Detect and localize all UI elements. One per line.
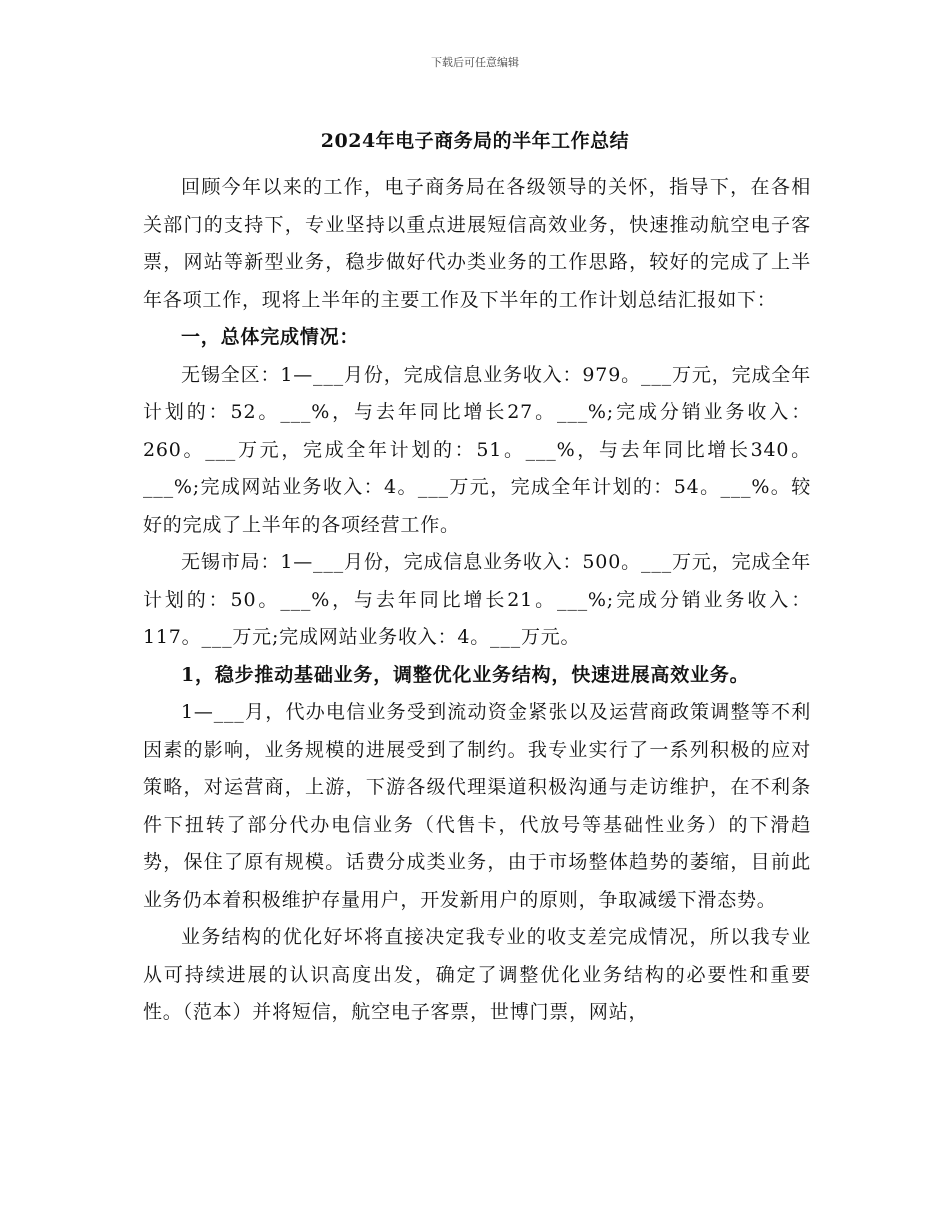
paragraph-wuxi-region: 无锡全区：1—___月份，完成信息业务收入：979。___万元，完成全年计划的：52。___%，与去年同比增长27。___%;完成分销业务收入：260。___万元，完成全年计划的：51。___%，与去年同比增长340。___%;完成网站业务收入：4。___万元，完成全年计划的：54。___%。较好的完成了上半年的各项经营工作。 bbox=[143, 363, 811, 536]
section-heading-overall: 一，总体完成情况： bbox=[181, 326, 360, 348]
paragraph-wuxi-city: 无锡市局：1—___月份，完成信息业务收入：500。___万元，完成全年计划的：50。___%，与去年同比增长21。___%;完成分销业务收入：117。___万元;完成网站业务收入：4。___万元。 bbox=[143, 551, 811, 648]
intro-paragraph: 回顾今年以来的工作，电子商务局在各级领导的关怀，指导下，在各相关部门的支持下，专业坚持以重点进展短信高效业务，快速推动航空电子客票，网站等新型业务，稳步做好代办类业务的工作思路，较好的完成了上半年各项工作，现将上半年的主要工作及下半年的工作计划总结汇报如下： bbox=[143, 176, 811, 311]
section-heading-1: 1，稳步推动基础业务，调整优化业务结构，快速进展高效业务。 bbox=[181, 663, 750, 686]
paragraph-business-structure: 业务结构的优化好坏将直接决定我专业的收支差完成情况，所以我专业从可持续进展的认识高度出发，确定了调整优化业务结构的必要性和重要性。（范本）并将短信，航空电子客票，世博门票，网站， bbox=[143, 926, 811, 1023]
header-note: 下载后可任意编辑 bbox=[431, 56, 519, 69]
paragraph-telecom-business: 1—___月，代办电信业务受到流动资金紧张以及运营商政策调整等不利因素的影响，业务规模的进展受到了制约。我专业实行了一系列积极的应对策略，对运营商，上游，下游各级代理渠道积极沟通与走访维护，在不利条件下扭转了部分代办电信业务（代售卡，代放号等基础性业务）的下滑趋势，保住了原有规模。话费分成类业务，由于市场整体趋势的萎缩，目前此业务仍本着积极维护存量用户，开发新用户的原则，争取减缓下滑态势。 bbox=[143, 701, 811, 911]
document-title: 2024年电子商务局的半年工作总结 bbox=[320, 130, 630, 152]
document-body bbox=[143, 169, 811, 1032]
